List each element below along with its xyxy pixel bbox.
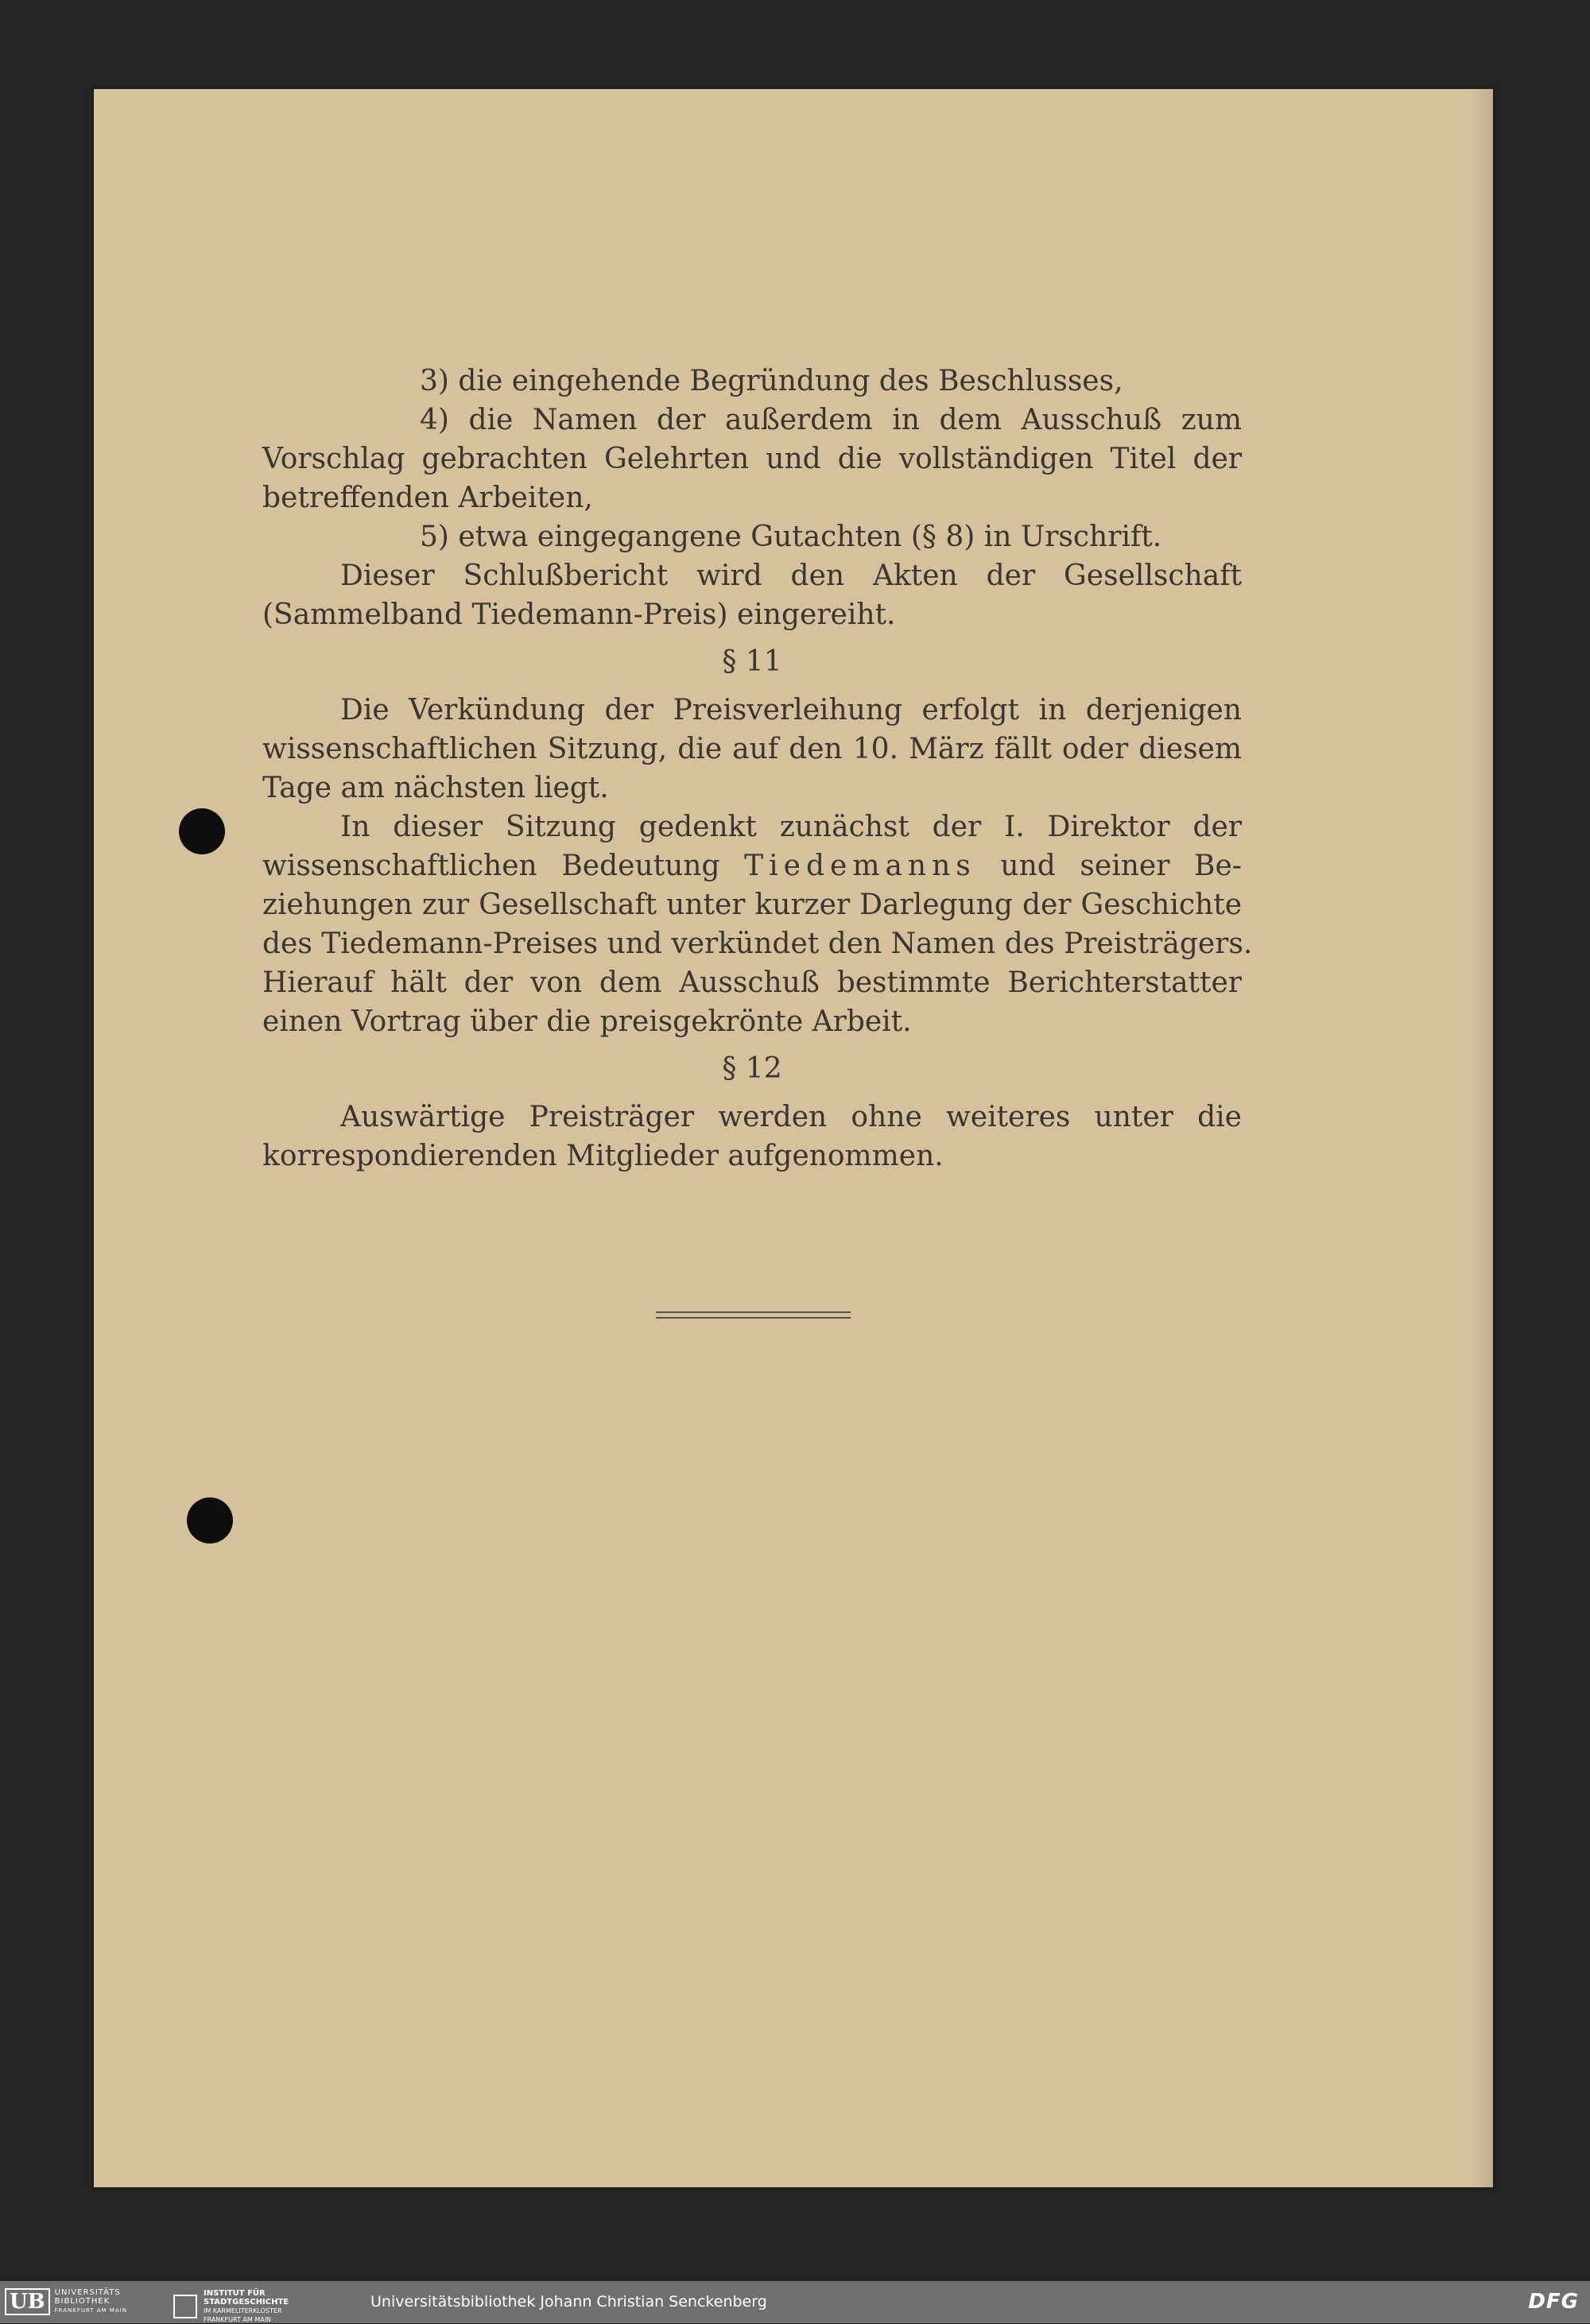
text-line: des Tiedemann-Preises und verkündet den Namen des Preisträgers.	[262, 928, 1253, 960]
text-line: Tage am nächsten liegt.	[262, 772, 609, 804]
section-heading-12: § 12	[722, 1052, 782, 1085]
ub-logo-text	[55, 2288, 127, 2315]
library-credit: Universitätsbibliothek Johann Christian Senckenberg	[370, 2293, 767, 2310]
ub-logo-line: FRANKFURT AM MAIN	[54, 2307, 128, 2314]
punch-hole-bottom	[187, 1497, 233, 1544]
institut-logo-text	[204, 2289, 289, 2324]
institut-line: INSTITUT FÜR	[204, 2289, 266, 2298]
end-rule-bottom	[656, 1317, 851, 1319]
punch-hole-top	[179, 808, 225, 854]
text-line: korrespondierenden Mitglieder aufgenommen.	[262, 1140, 944, 1172]
text-fragment: wissenschaftlichen Bedeutung	[262, 850, 720, 882]
institut-line: FRANKFURT AM MAIN	[204, 2316, 272, 2323]
text-line: betreffenden Arbeiten,	[262, 482, 593, 514]
text-line: Auswärtige Preisträger werden ohne weiteres unter die	[340, 1101, 1242, 1133]
text-line: 3) die eingehende Begründung des Beschlusses,	[420, 365, 1123, 397]
text-line-mixed	[262, 846, 1242, 885]
document-text	[262, 362, 1253, 1176]
text-line: (Sammelband Tiedemann-Preis) eingereiht.	[262, 598, 896, 631]
text-line: In dieser Sitzung gedenkt zunächst der I. Direktor der	[340, 811, 1242, 843]
end-rule-top	[656, 1311, 851, 1313]
text-fragment: und seiner Be-	[1000, 850, 1242, 882]
text-line: ziehungen zur Gesellschaft unter kurzer Darlegung der Geschichte	[262, 889, 1242, 921]
viewer-footer	[0, 2281, 1590, 2323]
text-line: 5) etwa eingegangene Gutachten (§ 8) in Urschrift.	[420, 521, 1162, 553]
text-line: wissenschaftlichen Sitzung, die auf den 10. März fällt oder diesem	[262, 733, 1242, 765]
text-line: Hierauf hält der von dem Ausschuß bestimmte Berichterstatter	[262, 966, 1242, 999]
dfg-logo[interactable]: DFG	[1528, 2290, 1579, 2314]
text-line: 4) die Namen der außerdem in dem Ausschuß zum	[420, 404, 1242, 436]
page-edge-shadow	[1471, 89, 1493, 2187]
institut-logo-icon	[173, 2295, 197, 2318]
ub-logo-mark: UB	[5, 2288, 50, 2315]
spaced-name: Tiedemanns	[744, 850, 976, 882]
institut-line: IM KARMELITERKLOSTER	[204, 2307, 282, 2314]
section-heading-11: § 11	[722, 645, 782, 678]
text-line: Die Verkündung der Preisverleihung erfolgt in derjenigen	[340, 694, 1242, 726]
text-line: Vorschlag gebrachten Gelehrten und die vollständigen Titel der	[262, 443, 1242, 475]
ub-logo-line: BIBLIOTHEK	[54, 2297, 111, 2306]
text-line: Dieser Schlußbericht wird den Akten der Gesellschaft	[340, 560, 1242, 592]
ub-logo[interactable]	[5, 2287, 127, 2316]
institut-logo[interactable]	[173, 2289, 289, 2324]
institut-line: STADTGESCHICHTE	[204, 2298, 289, 2307]
text-line: einen Vortrag über die preisgekrönte Arbeit.	[262, 1005, 912, 1038]
ub-logo-line: UNIVERSITÄTS	[54, 2288, 121, 2297]
